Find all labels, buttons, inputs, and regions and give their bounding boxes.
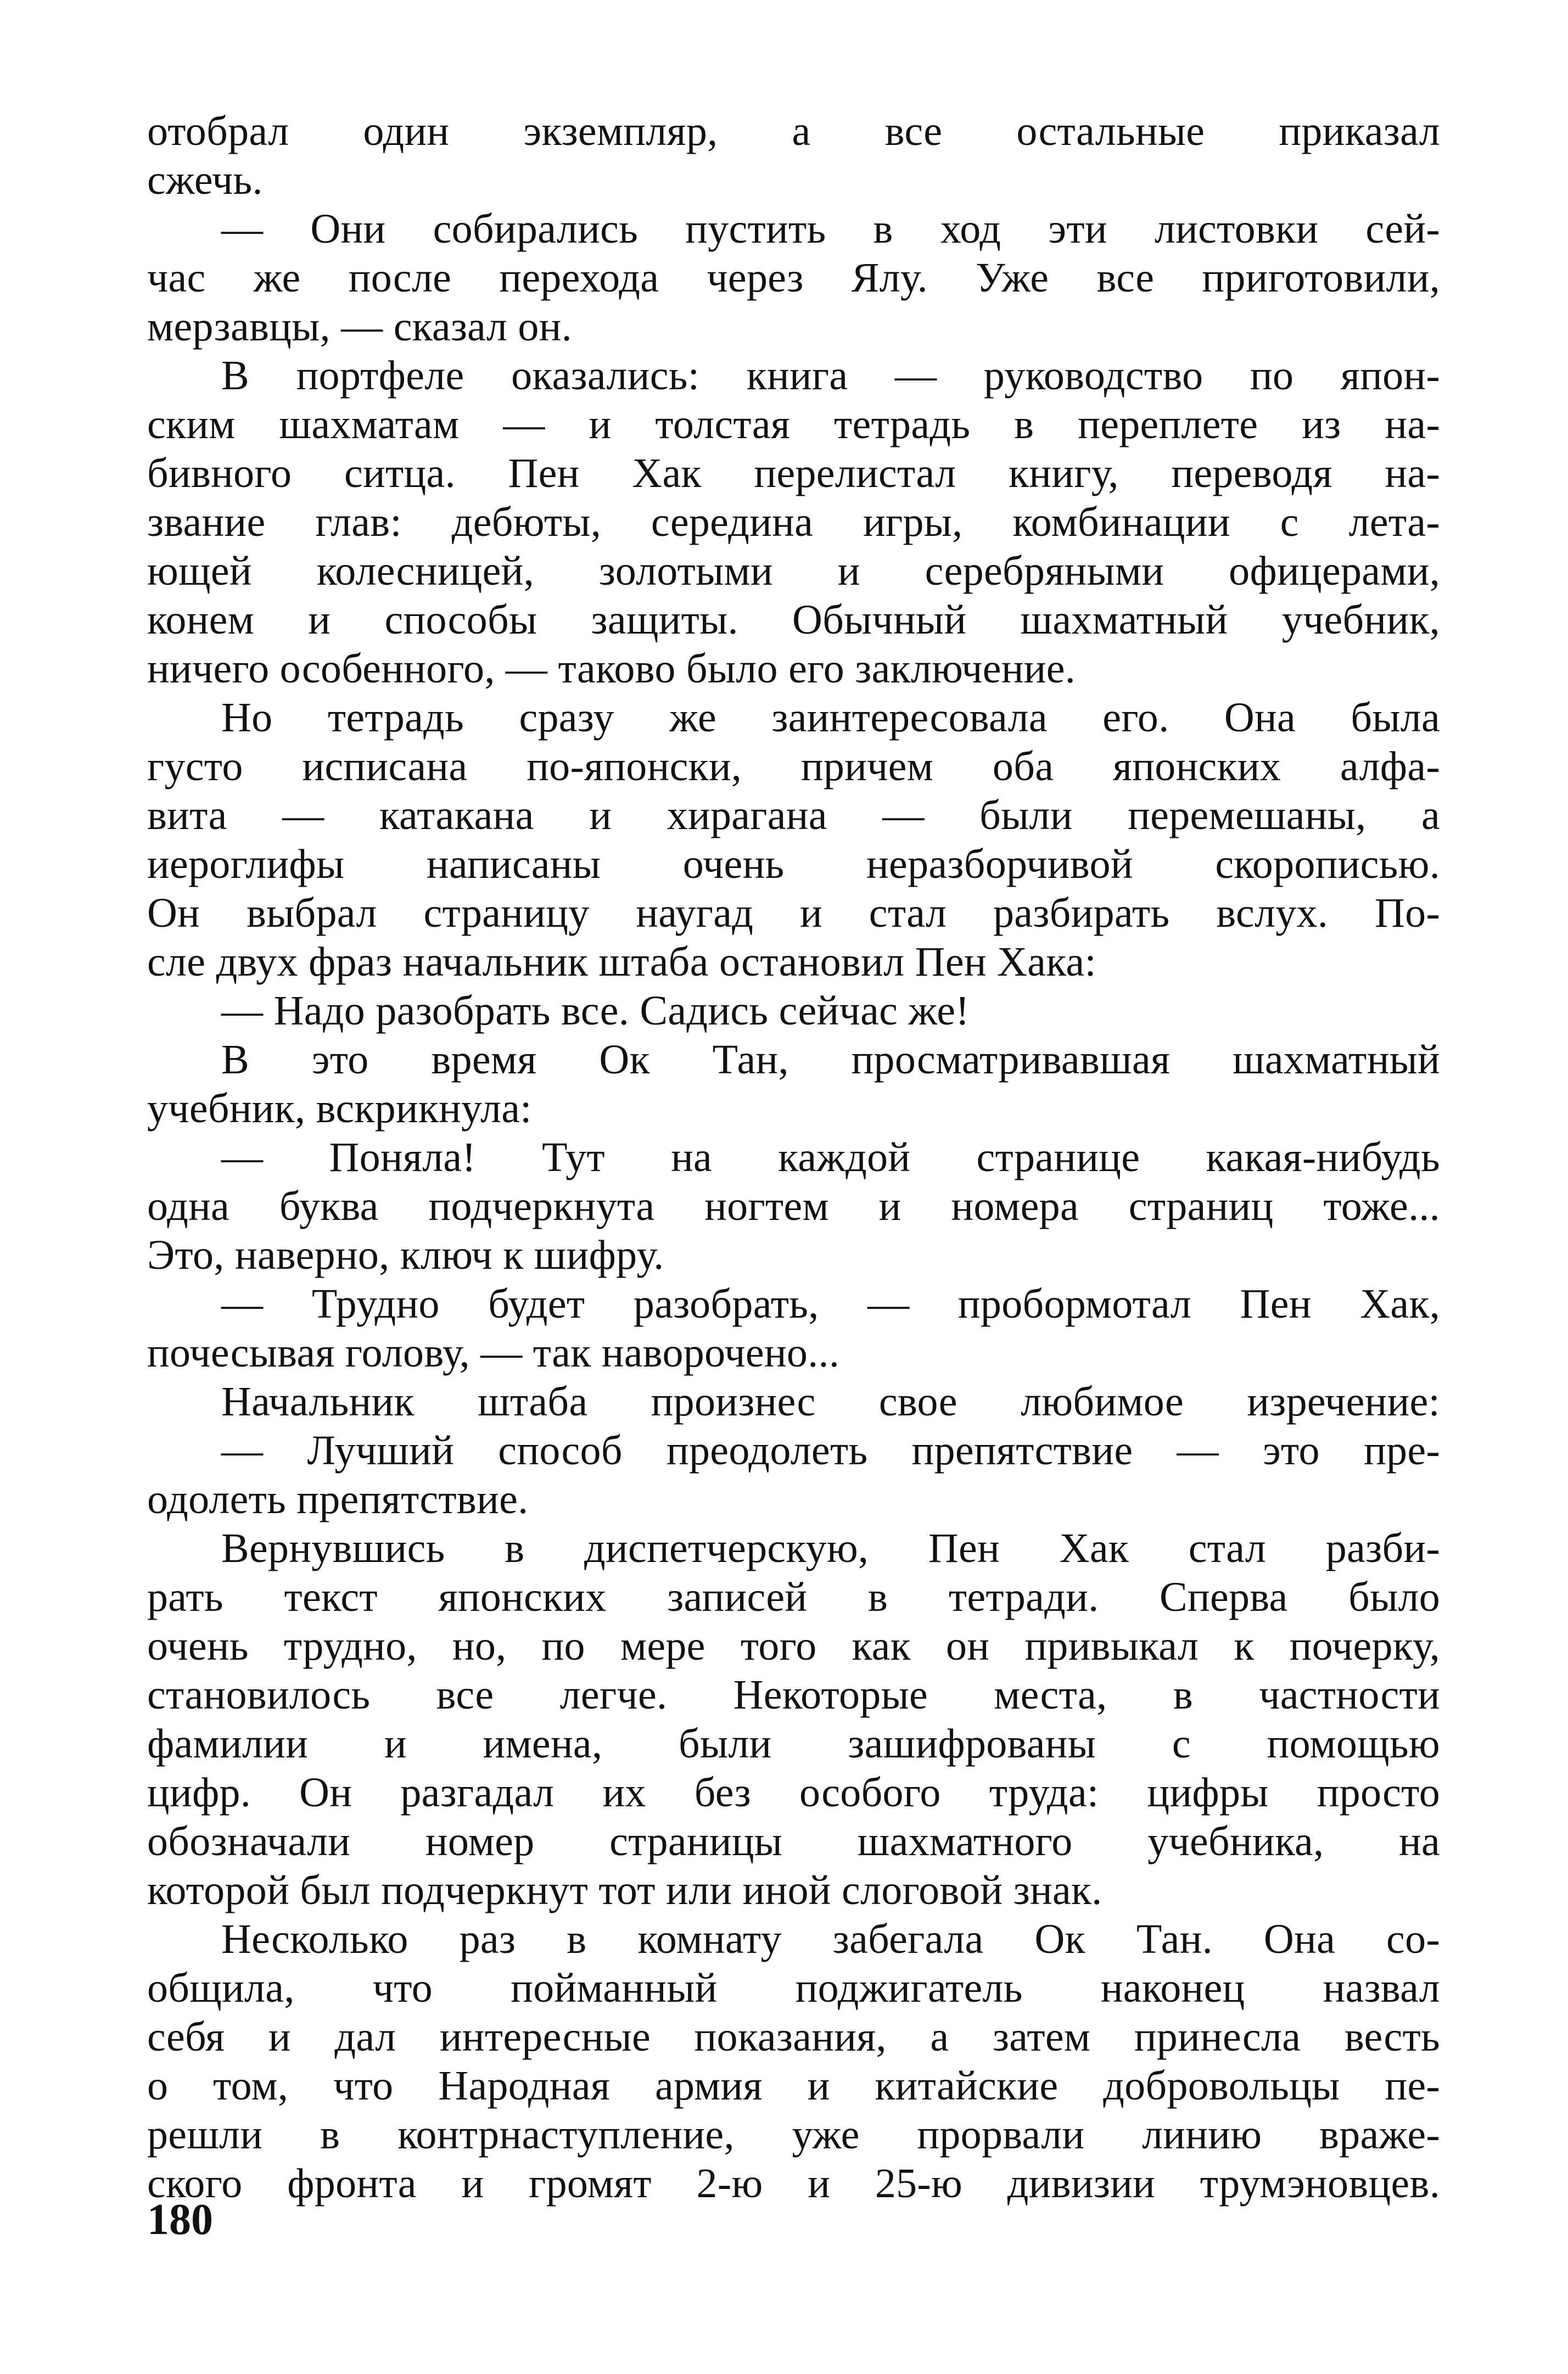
text-line: обозначали номер страницы шахматного учебника, на [147,1818,1440,1865]
text-line: мерзавцы, — сказал он. [147,304,572,350]
text-line: отобрал один экземпляр, а все остальные приказал [147,108,1440,154]
text-line: — Надо разобрать все. Садись сейчас же! [221,988,970,1034]
text-line: Несколько раз в комнату забегала Ок Тан. Она со- [221,1916,1440,1962]
text-line: час же после перехода через Ялу. Уже все приготовили, [147,255,1440,301]
text-line: вита — катакана и хирагана — были перемешаны, а [147,792,1440,838]
text-line: решли в контрнаступление, уже прорвали линию враже- [147,2112,1440,2158]
text-line: конем и способы защиты. Обычный шахматный учебник, [147,597,1440,643]
text-line: себя и дал интересные показания, а затем принесла весть [147,2014,1440,2060]
text-line: общила, что пойманный поджигатель наконец назвал [147,1965,1440,2011]
text-line: ничего особенного, — таково было его заключение. [147,646,1076,692]
text-line: становилось все легче. Некоторые места, в частности [147,1672,1440,1718]
text-line: цифр. Он разгадал их без особого труда: цифры просто [147,1770,1440,1816]
text-line: — Лучший способ преодолеть препятствие — это пре- [221,1427,1440,1474]
text-line: густо исписана по-японски, причем оба японских алфа- [147,743,1440,790]
text-line: Начальник штаба произнес свое любимое изречение: [221,1379,1440,1425]
text-line: сле двух фраз начальник штаба остановил Пен Хака: [147,939,1096,985]
text-line: — Трудно будет разобрать, — пробормотал Пен Хак, [221,1281,1440,1327]
text-line: одолеть препятствие. [147,1476,529,1522]
text-line: сжечь. [147,157,263,203]
text-line: Вернувшись в диспетчерскую, Пен Хак стал разби- [221,1525,1440,1571]
text-line: о том, что Народная армия и китайские добровольцы пе- [147,2063,1440,2109]
page-text [147,107,1440,2208]
page-number: 180 [147,2196,213,2244]
text-line: учебник, вскрикнула: [147,1085,532,1132]
text-line: Но тетрадь сразу же заинтересовала его. Она была [221,695,1440,741]
text-line: — Они собирались пустить в ход эти листовки сей- [221,206,1440,252]
text-line: рать текст японских записей в тетради. Сперва было [147,1574,1440,1620]
text-line: В портфеле оказались: книга — руководство по япон- [221,352,1440,399]
text-line: Он выбрал страницу наугад и стал разбирать вслух. По- [147,890,1440,936]
text-line: ского фронта и громят 2-ю и 25-ю дивизии трумэновцев. [147,2160,1440,2207]
text-line: — Поняла! Тут на каждой странице какая-нибудь [221,1134,1440,1180]
text-line: ским шахматам — и толстая тетрадь в переплете из на- [147,401,1440,447]
text-line: почесывая голову, — так наворочено... [147,1330,840,1376]
text-line: Это, наверно, ключ к шифру. [147,1232,664,1278]
text-line: которой был подчеркнут тот или иной слоговой знак. [147,1867,1102,1913]
text-line: очень трудно, но, по мере того как он привыкал к почерку, [147,1623,1440,1669]
text-line: иероглифы написаны очень неразборчивой скорописью. [147,841,1440,887]
text-line: фамилии и имена, были зашифрованы с помощью [147,1721,1440,1767]
text-line: бивного ситца. Пен Хак перелистал книгу, переводя на- [147,450,1440,496]
text-line: В это время Ок Тан, просматривавшая шахматный [221,1037,1440,1083]
text-line: одна буква подчеркнута ногтем и номера страниц тоже... [147,1183,1440,1229]
text-line: звание глав: дебюты, середина игры, комбинации с лета- [147,499,1440,545]
text-line: ющей колесницей, золотыми и серебряными офицерами, [147,548,1440,594]
